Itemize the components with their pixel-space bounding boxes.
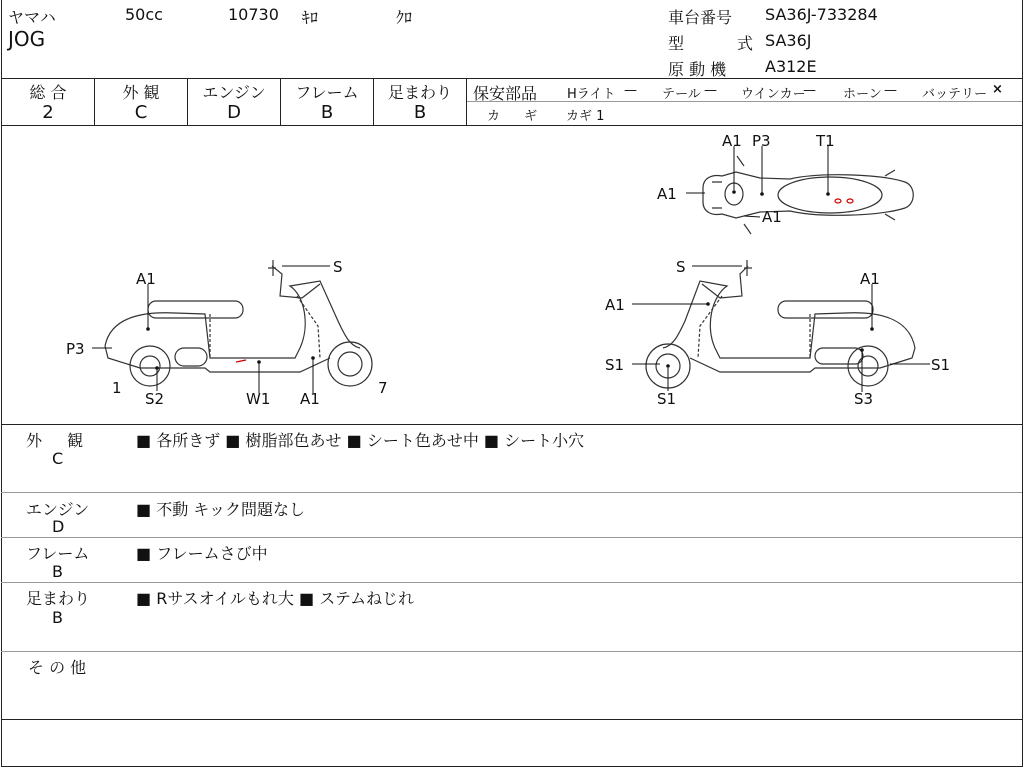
safety-label: 保安部品: [473, 84, 538, 103]
safety-value-winker: —: [803, 83, 816, 98]
model-name: JOG: [8, 27, 46, 51]
divider: [1, 719, 1022, 720]
diagram-label: S1: [605, 356, 625, 374]
divider: [1, 492, 1022, 493]
remark-label-other: そ の 他: [28, 658, 87, 677]
safety-value-horn: —: [884, 83, 897, 98]
diagram-label: S1: [657, 390, 677, 408]
grade-label-frame: フレーム: [295, 83, 359, 102]
diagram-label: A1: [860, 270, 880, 288]
divider: [1, 651, 1022, 652]
diagram-label: 1: [112, 379, 122, 397]
grade-label-exterior: 外 観: [122, 83, 160, 102]
frame-no-label: 車台番号: [668, 8, 733, 27]
remark-grade-suspension: B: [52, 608, 63, 627]
remark-grade-engine: D: [52, 517, 65, 536]
diagram-label: A1: [722, 132, 742, 150]
divider: [1, 537, 1022, 538]
engine-value: A312E: [765, 57, 817, 76]
diagram-label: P3: [66, 340, 85, 358]
grade-label-suspension: 足まわり: [387, 83, 452, 102]
diagram-label: A1: [657, 185, 677, 203]
safety-item-tail: テール: [662, 87, 701, 102]
diagram-label: A1: [605, 296, 625, 314]
key-label: カ ギ: [487, 109, 548, 124]
top-view-scooter: [703, 156, 913, 234]
engine-label: 原 動 機: [668, 60, 727, 79]
safety-item-winker: ウインカー: [741, 87, 806, 102]
diagram-label: S: [676, 258, 686, 276]
key-value: カギ 1: [566, 109, 605, 124]
diagram-label: T1: [816, 132, 835, 150]
type-value: SA36J: [765, 31, 812, 50]
type-label-1: 型: [668, 34, 685, 53]
safety-item-horn: ホーン: [843, 87, 882, 102]
grade-label-engine: エンジン: [202, 83, 266, 102]
remark-label-exterior: 外 観: [26, 431, 94, 450]
safety-value-headlight: —: [624, 83, 637, 98]
divider: [1, 78, 1022, 79]
type-label-2: 式: [737, 34, 754, 53]
diagram-label: S: [333, 258, 343, 276]
grade-value-overall: 2: [42, 102, 54, 123]
safety-value-battery: ×: [992, 82, 1003, 97]
grade-value-suspension: B: [413, 102, 427, 123]
color: ｸﾛ: [396, 8, 413, 27]
remark-label-frame: フレーム: [26, 544, 90, 563]
maker: ヤマハ: [8, 8, 56, 27]
remark-notes-exterior: ■ 各所きず ■ 樹脂部色あせ ■ シート色あせ中 ■ シート小穴: [136, 431, 585, 450]
diagram-label: S3: [854, 390, 874, 408]
remark-grade-frame: B: [52, 562, 63, 581]
remark-notes-frame: ■ フレームさび中: [136, 544, 268, 563]
grade-value-exterior: C: [134, 102, 148, 123]
diagram-label: S2: [145, 390, 165, 408]
frame-no-value: SA36J-733284: [765, 5, 878, 24]
diagram-label: P3: [752, 132, 771, 150]
divider: [466, 78, 467, 125]
remark-label-suspension: 足まわり: [26, 589, 91, 608]
divider: [1, 424, 1022, 425]
damage-diagram: [0, 126, 1022, 423]
diagram-label: S1: [931, 356, 951, 374]
diagram-label: A1: [136, 270, 156, 288]
remark-label-engine: エンジン: [26, 500, 90, 519]
grade-label-overall: 総 合: [29, 83, 67, 102]
displacement: 50cc: [125, 5, 163, 24]
safety-item-battery: バッテリー: [922, 87, 988, 102]
remark-notes-engine: ■ 不動 キック問題なし: [136, 500, 305, 519]
remark-notes-suspension: ■ Rサスオイルもれ大 ■ ステムねじれ: [136, 589, 415, 608]
remark-grade-exterior: C: [52, 449, 64, 468]
grade-value-frame: B: [320, 102, 334, 123]
mileage: 10730: [228, 5, 279, 24]
diagram-label: W1: [246, 390, 271, 408]
safety-item-headlight: Hライト: [567, 87, 616, 102]
diagram-label: A1: [300, 390, 320, 408]
diagram-label: 7: [378, 379, 388, 397]
divider: [1, 582, 1022, 583]
diagram-label: A1: [762, 208, 782, 226]
safety-value-tail: —: [704, 83, 717, 98]
grade-value-engine: D: [227, 102, 241, 123]
mileage-unit: ｷﾛ: [302, 8, 319, 27]
